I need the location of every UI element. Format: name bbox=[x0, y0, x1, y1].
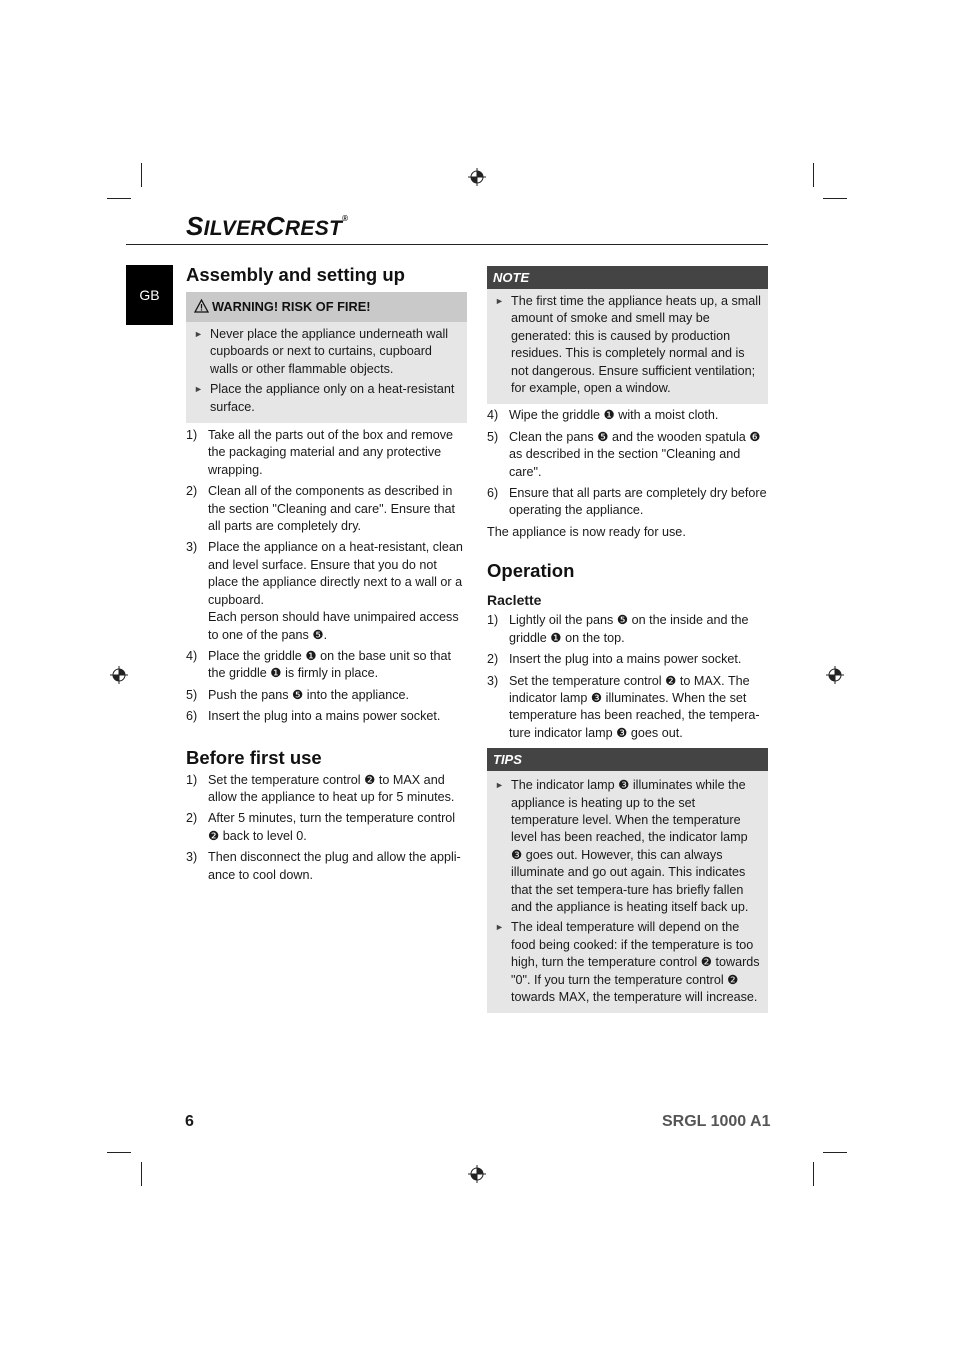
crop-mark bbox=[107, 1152, 131, 1153]
header-rule bbox=[126, 244, 768, 245]
language-tab: GB bbox=[126, 265, 173, 325]
raclette-steps bbox=[487, 612, 768, 742]
list-item: 5) Push the pans ❺ into the appliance. bbox=[186, 687, 410, 702]
left-column bbox=[186, 263, 467, 888]
arrow-right-icon: ► bbox=[495, 296, 504, 306]
page-number: 6 bbox=[185, 1113, 194, 1130]
crop-mark bbox=[107, 198, 131, 199]
list-item: 1) Lightly oil the pans ❺ on the inside and the griddle ❶ on the top. bbox=[487, 613, 749, 645]
list-item: ► Place the appliance only on a heat-resistant surface. bbox=[194, 382, 455, 414]
crop-mark bbox=[813, 163, 814, 187]
arrow-right-icon: ► bbox=[194, 384, 203, 395]
warning-list bbox=[186, 322, 467, 423]
list-item: ► The ideal temperature will depend on the food being cooked: if the temperature is too high, turn the temperature control ❷ towards "0". If you turn the temperature control ❷ towards MAX, the temperature will increase. bbox=[495, 920, 760, 1004]
note-box bbox=[487, 266, 768, 404]
arrow-right-icon: ► bbox=[194, 329, 203, 339]
section-title-before-first-use: Before first use bbox=[186, 746, 322, 768]
list-item: 1) Set the temperature control ❷ to MAX and allow the appliance to heat up for 5 minutes. bbox=[186, 772, 455, 804]
list-item: 3) Set the temperature control ❷ to MAX. The indicator lamp ❸ illuminates. When the set temperature has been reached, the tempera-ture indicator lamp ❸ goes out. bbox=[487, 673, 760, 740]
registration-mark-icon bbox=[468, 1165, 486, 1183]
warning-triangle-icon bbox=[194, 299, 209, 313]
registration-mark-icon bbox=[826, 666, 844, 684]
warning-box bbox=[186, 292, 467, 423]
right-column bbox=[487, 266, 768, 1013]
tips-box bbox=[487, 748, 768, 1013]
registration-mark-icon bbox=[468, 168, 486, 186]
list-item: 2) Insert the plug into a mains power socket. bbox=[487, 652, 742, 667]
arrow-right-icon: ► bbox=[495, 922, 504, 933]
list-item: 5) Clean the pans ❺ and the wooden spatula ❻ as described in the section "Cleaning and care". bbox=[487, 429, 761, 479]
list-item: 2) After 5 minutes, turn the temperature control ❷ back to level 0. bbox=[186, 811, 456, 843]
crop-mark bbox=[823, 1152, 847, 1153]
tips-list bbox=[487, 771, 768, 1013]
crop-mark bbox=[823, 198, 847, 199]
crop-mark bbox=[813, 1162, 814, 1186]
list-item: ► The indicator lamp ❸ illuminates while the appliance is heating up to the set temperature level. When the temperature level has been reached, the indicator lamp ❸ goes out. However, this can always illuminate and go out again. This indicates that the set tempera-ture has briefly fallen and the appliance is heating itself back up. bbox=[495, 778, 749, 914]
registration-mark-icon bbox=[110, 666, 128, 684]
list-item: ► The first time the appliance heats up, a small amount of smoke and smell may be generated: this is caused by production residues. This is completely normal and is not dangerous. Ensure sufficient ventilation; for example, open a window. bbox=[495, 294, 761, 396]
section-title-operation: Operation bbox=[487, 560, 575, 582]
before-use-steps bbox=[186, 772, 467, 884]
crop-mark bbox=[141, 1162, 142, 1186]
list-item: ► Never place the appliance underneath wall cupboards or next to curtains, cupboard walls or other flammable objects. bbox=[194, 327, 449, 376]
crop-mark bbox=[141, 163, 142, 187]
list-item: 4) Place the griddle ❶ on the base unit so that the griddle ❶ is firmly in place. bbox=[186, 648, 452, 681]
list-item: 3) Then disconnect the plug and allow the appli-ance to cool down. bbox=[186, 850, 461, 882]
section-title-assembly: Assembly and setting up bbox=[186, 264, 405, 285]
ready-text: The appliance is now ready for use. bbox=[487, 524, 686, 539]
warning-header: WARNING! RISK OF FIRE! bbox=[186, 292, 467, 322]
model-number: SRGL 1000 A1 bbox=[662, 1113, 771, 1130]
list-item: 6) Ensure that all parts are completely dry before operating the appliance. bbox=[487, 486, 767, 518]
tips-header: TIPS bbox=[487, 748, 768, 771]
subsection-title-raclette: Raclette bbox=[487, 592, 542, 609]
list-item: 6) Insert the plug into a mains power socket. bbox=[186, 709, 441, 724]
assembly-steps bbox=[186, 427, 467, 726]
list-item: 1) Take all the parts out of the box and remove the packaging material and any protective wrapping. bbox=[186, 428, 454, 477]
cleaning-steps bbox=[487, 407, 768, 519]
note-header: NOTE bbox=[487, 266, 768, 289]
brand-logo: SILVERCREST® bbox=[186, 211, 349, 241]
list-item: 2) Clean all of the components as described in the section "Cleaning and care". Ensure that all parts are completely dry. bbox=[186, 484, 455, 534]
arrow-right-icon: ► bbox=[495, 780, 504, 791]
note-list bbox=[487, 289, 768, 404]
list-item: 4) Wipe the griddle ❶ with a moist cloth. bbox=[487, 408, 719, 423]
list-item: 3) Place the appliance on a heat-resistant, clean and level surface. Ensure that you do not place the appliance directly next to a wall or a cupboard. Each person should have unimpaired access to one of the pans ❺. bbox=[186, 540, 463, 642]
